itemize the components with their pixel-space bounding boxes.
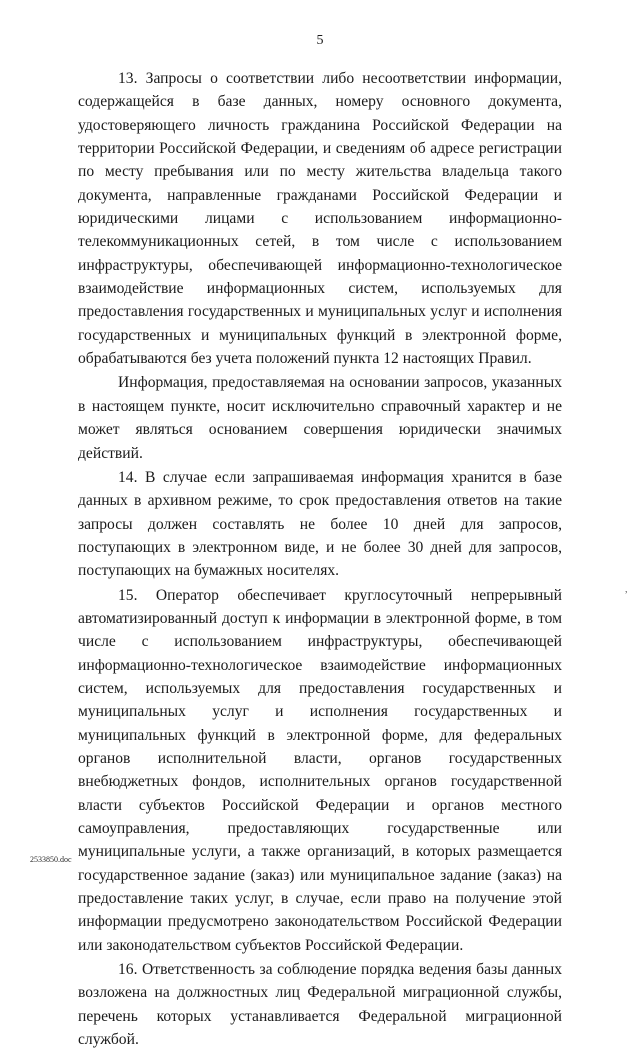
margin-mark: , [625, 584, 628, 595]
paragraph-item-16: 16. Ответственность за соблюдение порядка ведения базы данных возложена на должностных лиц Федеральной миграционной службы, перечень которых устанавливается Федеральной миграционной службой. [78, 961, 562, 1049]
page-number: 5 [316, 33, 324, 48]
paragraph-item-13: 13. Запросы о соответствии либо несоответствии информации, содержащейся в базе данных, номеру основного документа, удостоверяющего личность гражданина Российской Федерации на территории Российской Федерации, и сведениям об адресе регистрации по месту пребывания или по месту жительства владельца такого документа, направленные гражданами Российской Федерации и юридическими лицами с использованием информационно-телекоммуникационных сетей, в том числе с использованием инфраструктуры, обеспечивающей информационно-технологическое взаимодействие информационных систем, используемых для предоставления государственных и муниципальных услуг и исполнения государственных и муниципальных функций в электронной форме, обрабатываются без учета положений пункта 12 настоящих Правил. [78, 70, 562, 368]
paragraph-item-13-note: Информация, предоставляемая на основании запросов, указанных в настоящем пункте, носит исключительно справочный характер и не может являться основанием совершения юридически значимых действий. [78, 374, 562, 462]
document-file-id: 2533850.doc [30, 855, 72, 864]
document-body [78, 66, 562, 1051]
paragraph-item-14: 14. В случае если запрашиваемая информация хранится в базе данных в архивном режиме, то срок предоставления ответов на такие запросы должен составлять не более 10 дней для запросов, поступающих в электронном виде, и не более 30 дней для запросов, поступающих на бумажных носителях. [78, 468, 562, 580]
paragraph-item-15: 15. Оператор обеспечивает круглосуточный непрерывный автоматизированный доступ к информации в электронной форме, в том числе с использованием инфраструктуры, обеспечивающей информационно-технологическое взаимодействие информационных систем, используемых для предоставления государственных и муниципальных услуг и исполнения государственных и муниципальных функций в электронной форме, для федеральных органов исполнительной власти, органов государственных внебюджетных фондов, исполнительных органов государственной власти субъектов Российской Федерации и органов местного самоуправления, предоставляющих государственные или муниципальные услуги, а также организаций, в которых размещается государственное задание (заказ) или муниципальное задание (заказ) на предоставление таких услуг, в случае, если право на получение этой информации предусмотрено законодательством Российской Федерации или законодательством субъектов Российской Федерации. [78, 586, 562, 954]
